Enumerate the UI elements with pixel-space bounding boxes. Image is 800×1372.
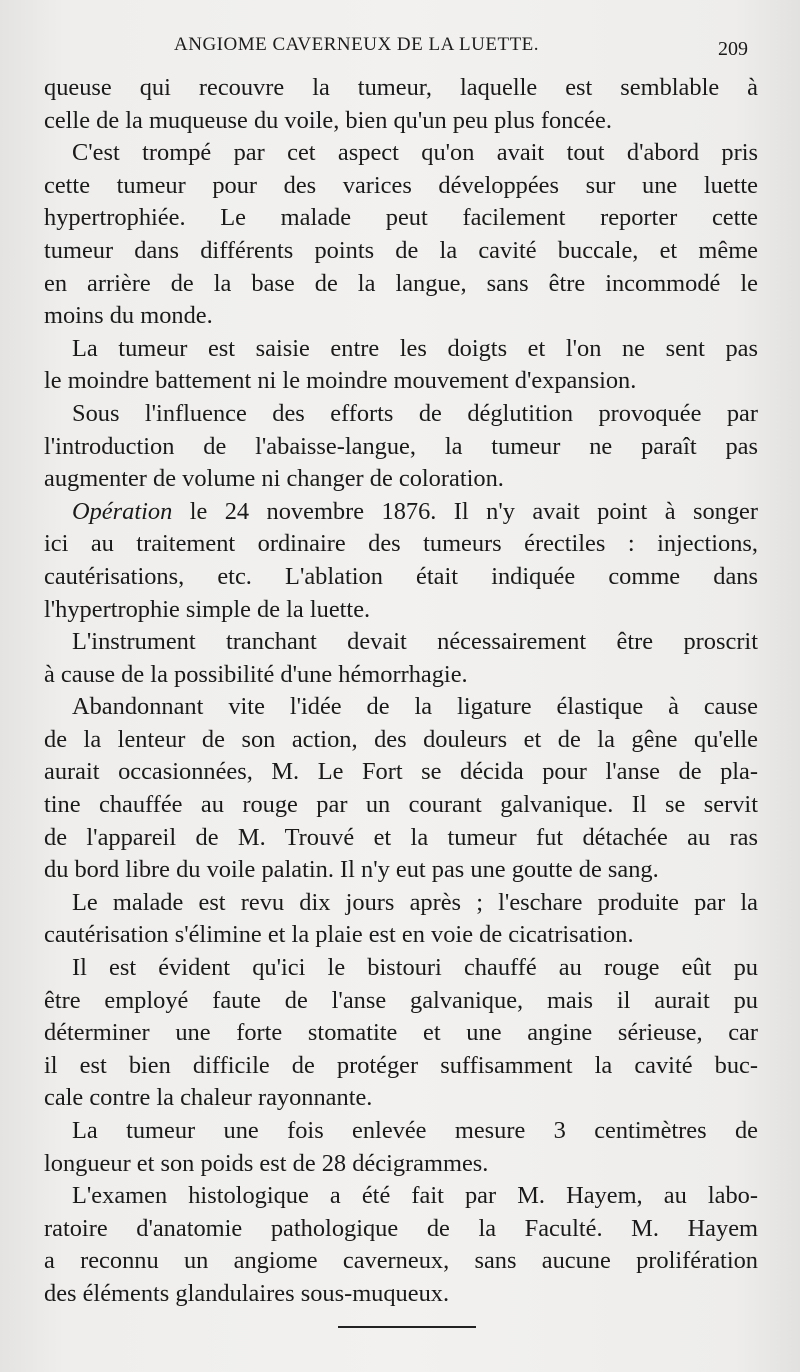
text-line: tine chauffée au rouge par un courant galvanique. Il se servit: [44, 791, 758, 819]
text-line: cette tumeur pour des varices développées sur une luette: [44, 171, 758, 199]
text-line: L'instrument tranchant devait nécessairement être proscrit: [72, 628, 758, 656]
paragraph: [44, 691, 758, 887]
paragraph: [44, 887, 758, 952]
paragraph: [44, 1180, 758, 1310]
text-line: déterminer une forte stomatite et une angine sérieuse, car: [44, 1019, 758, 1047]
paragraph: [44, 398, 758, 496]
text-line: ratoire d'anatomie pathologique de la Faculté. M. Hayem: [44, 1214, 758, 1242]
text-line: le moindre battement ni le moindre mouvement d'expansion.: [44, 367, 637, 395]
text-line: ici au traitement ordinaire des tumeurs érectiles : injections,: [44, 530, 758, 558]
paragraph: [44, 333, 758, 398]
italic-lead: Opération: [72, 497, 173, 525]
text-line: de la lenteur de son action, des douleurs et de la gêne qu'elle: [44, 725, 758, 753]
text-line: Sous l'influence des efforts de déglutition provoquée par: [72, 399, 758, 427]
text-line: être employé faute de l'anse galvanique, mais il aurait pu: [44, 986, 758, 1014]
running-head: [44, 34, 756, 64]
paragraph: [44, 72, 758, 137]
text-line: hypertrophiée. Le malade peut facilement reporter cette: [44, 204, 758, 232]
text-line: en arrière de la base de la langue, sans être incommodé le: [44, 269, 758, 297]
text-line: augmenter de volume ni changer de coloration.: [44, 465, 504, 493]
text-line: aurait occasionnées, M. Le Fort se décida pour l'anse de pla-: [44, 758, 758, 786]
text-line: La tumeur une fois enlevée mesure 3 centimètres de: [72, 1117, 758, 1144]
text-line: La tumeur est saisie entre les doigts et l'on ne sent pas: [72, 334, 758, 362]
paragraph: [44, 626, 758, 691]
text-line: C'est trompé par cet aspect qu'on avait tout d'abord pris: [72, 139, 758, 167]
paragraph: [44, 137, 758, 333]
page-number: 209: [718, 38, 748, 60]
text-line: de l'appareil de M. Trouvé et la tumeur fut détachée au ras: [44, 823, 758, 851]
text-line: du bord libre du voile palatin. Il n'y eut pas une goutte de sang.: [44, 856, 659, 884]
text-line: cautérisations, etc. L'ablation était indiquée comme dans: [44, 562, 758, 590]
text-line: l'hypertrophie simple de la luette.: [44, 595, 371, 623]
text-line: des éléments glandulaires sous-muqueux.: [44, 1279, 450, 1307]
text-line: L'examen histologique a été fait par M. Hayem, au labo-: [72, 1182, 758, 1210]
paragraph: [44, 496, 758, 626]
text-line: moins du monde.: [44, 302, 213, 330]
text-line: à cause de la possibilité d'une hémorrhagie.: [44, 660, 468, 688]
paragraph: [44, 952, 758, 1115]
text-line: Opération le 24 novembre 1876. Il n'y avait point à songer: [72, 497, 758, 525]
text-line: queuse qui recouvre la tumeur, laquelle est semblable à: [44, 74, 758, 101]
text-line: l'introduction de l'abaisse-langue, la tumeur ne paraît pas: [44, 432, 758, 460]
text-line: a reconnu un angiome caverneux, sans aucune prolifération: [44, 1247, 758, 1275]
end-rule: [338, 1326, 476, 1328]
text-line: tumeur dans différents points de la cavité buccale, et même: [44, 236, 758, 264]
text-line: cautérisation s'élimine et la plaie est en voie de cicatrisation.: [44, 921, 634, 949]
paragraph: [44, 1115, 758, 1180]
running-title: ANGIOME CAVERNEUX DE LA LUETTE.: [174, 34, 540, 55]
text-line: celle de la muqueuse du voile, bien qu'un peu plus foncée.: [44, 106, 612, 134]
text-line: il est bien difficile de protéger suffisamment la cavité buc-: [44, 1051, 758, 1079]
body-text: [44, 72, 758, 1311]
text-line: cale contre la chaleur rayonnante.: [44, 1084, 373, 1112]
text-line: Il est évident qu'ici le bistouri chauffé au rouge eût pu: [72, 954, 758, 982]
text-line: Abandonnant vite l'idée de la ligature élastique à cause: [72, 693, 758, 721]
text-line: Le malade est revu dix jours après ; l'eschare produite par la: [72, 888, 758, 916]
text-line: longueur et son poids est de 28 décigrammes.: [44, 1149, 489, 1177]
